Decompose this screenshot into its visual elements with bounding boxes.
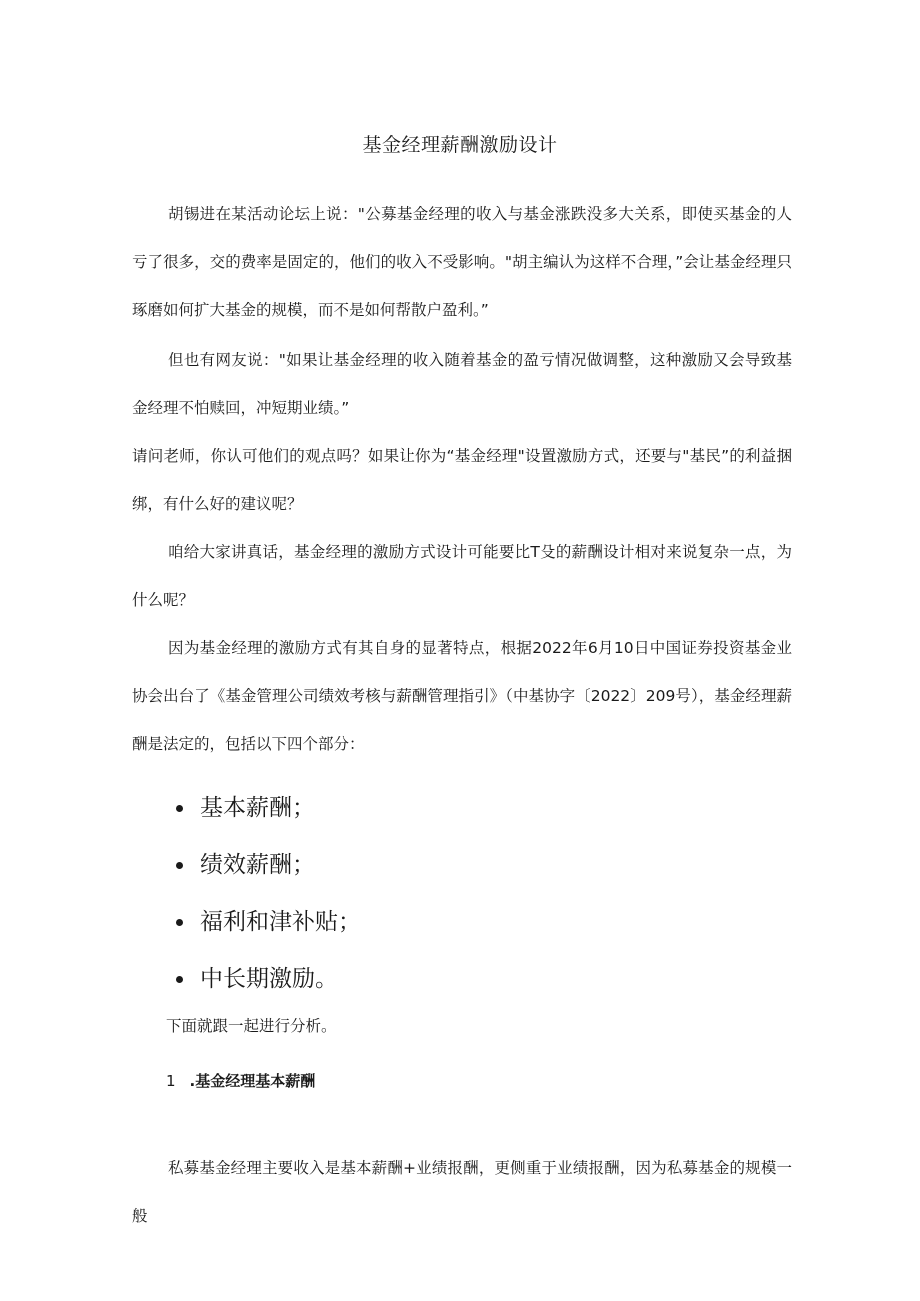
paragraph-4: 咱给大家讲真话，基金经理的激励方式设计可能要比T殳的薪酬设计相对来说复杂一点，为什么呢？	[132, 543, 792, 609]
paragraph-5: 因为基金经理的激励方式有其自身的显著特点，根据2022年6月10日中国证券投资基金业协会出台了《基金管理公司绩效考核与薪酬管理指引》（中基协字〔2022〕209号），基金经理薪酬是法定的，包括以下四个部分：	[132, 639, 792, 753]
bullet-icon	[176, 862, 183, 869]
document-page: 基金经理薪酬激励设计 胡锡进在某活动论坛上说："公募基金经理的收入与基金涨跌没多大关系，即使买基金的人亏了很多，交的费率是固定的，他们的收入不受影响。"胡主编认为这样不合理，”会让基金经理只琢磨如何扩大基金的规模，而不是如何帮散户盈利。” 但也有网友说："如果让基金经理的收入随着基金的盈亏情况做调整，这种激励又会导致基金经理不怕赎回，冲短期业绩。” 请问老师，你认可他们的观点吗？如果让你为“基金经理"设置激励方式，还要与"基民”的利益捆绑，有什么好的建议呢？ 咱给大家讲真话，基金经理的激励方式设计可能要比T殳的薪酬设计相对来说复杂一点，为什么呢？ 因为基金经理的激励方式有其自身的显著特点，根据2022年6月10日中国证券投资基金业协会出台了《基金管理公司绩效考核与薪酬管理指引》（中基协字〔2022〕209号），基金经理薪酬是法定的，包括以下四个部分： 基本薪酬； 绩效薪酬； 福利和津补贴； 中长期激励。 下面就跟一起进行分析。 1 .基金经理基本薪酬 私募基金经理主要收入是基本薪酬+业绩报酬，更侧重于业绩报酬，因为私募基金的规模一般	[0, 0, 920, 1301]
document-title: 基金经理薪酬激励设计	[362, 134, 558, 156]
bullet-icon	[176, 976, 183, 983]
paragraph-1: 胡锡进在某活动论坛上说："公募基金经理的收入与基金涨跌没多大关系，即使买基金的人亏了很多，交的费率是固定的，他们的收入不受影响。"胡主编认为这样不合理，”会让基金经理只琢磨如何扩大基金的规模，而不是如何帮散户盈利。”	[132, 205, 792, 319]
paragraph-3: 请问老师，你认可他们的观点吗？如果让你为“基金经理"设置激励方式，还要与"基民”的利益捆绑，有什么好的建议呢？	[132, 447, 792, 513]
bullet-icon	[176, 805, 183, 812]
section-paragraph: 私募基金经理主要收入是基本薪酬+业绩报酬，更侧重于业绩报酬，因为私募基金的规模一般	[132, 1159, 792, 1225]
bullet-icon	[176, 919, 183, 926]
section-heading-text: .基金经理基本薪酬	[189, 1072, 316, 1090]
transition-text: 下面就跟一起进行分析。	[166, 1017, 337, 1035]
section-number: 1	[166, 1072, 176, 1090]
paragraph-2: 但也有网友说："如果让基金经理的收入随着基金的盈亏情况做调整，这种激励又会导致基金经理不怕赎回，冲短期业绩。”	[132, 351, 792, 417]
section-heading	[166, 1070, 315, 1091]
